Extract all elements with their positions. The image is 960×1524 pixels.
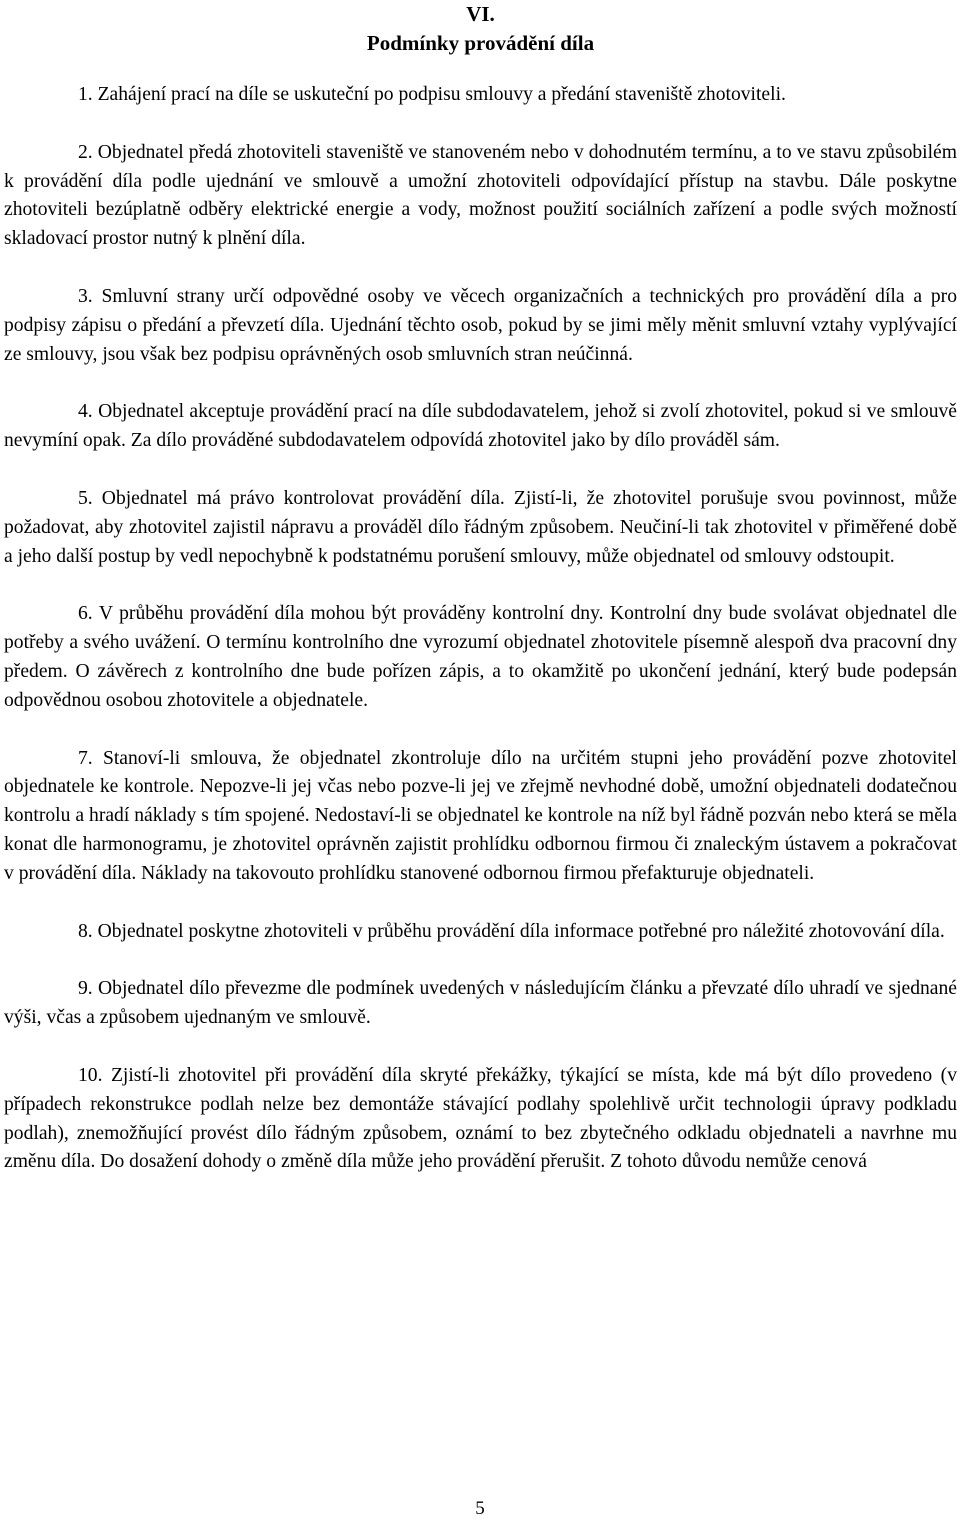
paragraph-9: 9. Objednatel dílo převezme dle podmínek uvedených v následujícím článku a převzaté dílo uhradí ve sjednané výši, včas a způsobem ujednaným ve smlouvě. [4, 978, 957, 1029]
paragraph-7: 7. Stanoví-li smlouva, že objednatel zkontroluje dílo na určitém stupni jeho provádění pozve zhotovitel objednatele ke kontrole. Nepozve-li jej včas nebo pozve-li jej ve zřejmě nevhodné době, umožní objednateli dodatečnou kontrolu a hradí náklady s tím spojené. Nedostaví-li se objednatel ke kontrole na níž byl řádně pozván nebo která se měla konat dle harmonogramu, je zhotovitel oprávněn zajistit prohlídku odbornou firmou či znaleckým ústavem a pokračovat v provádění díla. Náklady na takovouto prohlídku stanovené odbornou firmou přefakturuje objednateli. [4, 747, 957, 884]
paragraph-6: 6. V průběhu provádění díla mohou být prováděny kontrolní dny. Kontrolní dny bude svolávat objednatel dle potřeby a svého uvážení. O termínu kontrolního dne vyrozumí objednatel zhotovitele písemně alespoň dva pracovní dny předem. O závěrech z kontrolního dne bude pořízen zápis, a to okamžitě po ukončení jednání, který bude podepsán odpovědnou osobou zhotovitele a objednatele. [4, 603, 957, 711]
paragraph-5: 5. Objednatel má právo kontrolovat provádění díla. Zjistí-li, že zhotovitel porušuje svou povinnost, může požadovat, aby zhotovitel zajistil nápravu a prováděl dílo řádným způsobem. Neučiní-li tak zhotovitel v přiměřené době a jeho další postup by vedl nepochybně k podstatnému porušení smlouvy, může objednatel od smlouvy odstoupit. [4, 487, 957, 567]
paragraph-2: 2. Objednatel předá zhotoviteli staveniště ve stanoveném nebo v dohodnutém termínu, a to ve stavu způsobilém k provádění díla podle ujednání ve smlouvě a umožní zhotoviteli odpovídající přístup na stavbu. Dále poskytne zhotoviteli bezúplatně odběry elektrické energie a vody, možnost použití sociálních zařízení a podle svých možností skladovací prostor nutný k plnění díla. [4, 141, 957, 250]
page-number: 5 [475, 1498, 485, 1519]
paragraph-10: 10. Zjistí-li zhotovitel při provádění díla skryté překážky, týkající se místa, kde má být dílo provedeno (v případech rekonstrukce podlah nelze bez demontáže stávající podlahy spolehlivě určit technologii úpravy podkladu podlah), znemožňující provést dílo řádným způsobem, oznámí to bez zbytečného odkladu objednateli a navrhne mu změnu díla. Do dosažení dohody o změně díla může jeho provádění přerušit. Z tohoto důvodu nemůže cenová [4, 1064, 957, 1173]
section-title: Podmínky provádění díla [366, 31, 595, 55]
paragraph-1: 1. Zahájení prací na díle se uskuteční po podpisu smlouvy a předání staveniště zhotoviteli. [78, 84, 786, 105]
paragraph-4: 4. Objednatel akceptuje provádění prací na díle subdodavatelem, jehož si zvolí zhotovitel, pokud si ve smlouvě nevymíní opak. Za dílo prováděné subdodavatelem odpovídá zhotovitel jako by dílo prováděl sám. [4, 401, 957, 452]
section-number: VI. [466, 2, 495, 26]
paragraph-8: 8. Objednatel poskytne zhotoviteli v průběhu provádění díla informace potřebné pro náležité zhotovování díla. [78, 920, 945, 942]
document-body [4, 81, 957, 1177]
paragraph-3: 3. Smluvní strany určí odpovědné osoby ve věcech organizačních a technických pro provádění díla a pro podpisy zápisu o předání a převzetí díla. Ujednání těchto osob, pokud by se jimi měly měnit smluvní vztahy vyplývající ze smlouvy, jsou však bez podpisu oprávněných osob smluvních stran neúčinná. [4, 285, 957, 365]
